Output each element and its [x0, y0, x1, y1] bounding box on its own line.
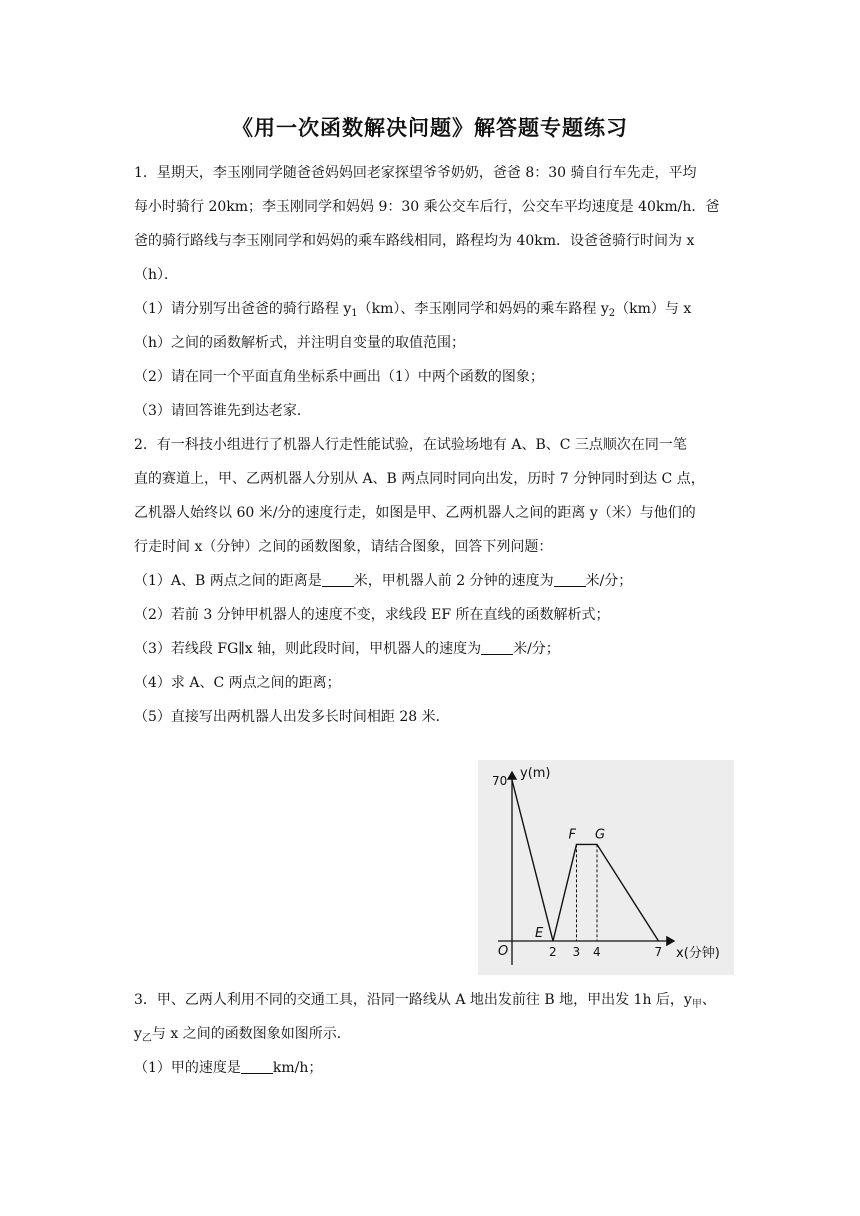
answer-blank[interactable] — [554, 572, 586, 587]
answer-blank[interactable] — [241, 1059, 273, 1074]
q2-sub2: （2）若前 3 分钟甲机器人的速度不变，求线段 EF 所在直线的函数解析式； — [134, 607, 610, 623]
q2-sub4: （4）求 A、C 两点之间的距离； — [134, 675, 341, 691]
q2-line3: 乙机器人始终以 60 米/分的速度行走，如图是甲、乙两机器人之间的距离 y（米）与他们的 — [134, 505, 696, 521]
answer-blank[interactable] — [322, 572, 354, 587]
q1-line4: （h）． — [134, 267, 179, 283]
q2-sub1-b: 米，甲机器人前 2 分钟的速度为 — [353, 573, 554, 589]
q3-sub1-b: km/h； — [272, 1060, 323, 1076]
q3-line2-a: y — [134, 1026, 142, 1042]
q3-sub1-a: （1）甲的速度是 — [134, 1060, 241, 1076]
x-tick-7: 7 — [654, 945, 663, 959]
q1-sub1-pre: （1）请分别写出爸爸的骑行路程 y — [134, 301, 352, 317]
q1-sub1-mid: （km）、李玉刚同学和妈妈的乘车路程 y — [357, 301, 609, 317]
answer-blank[interactable] — [481, 640, 513, 655]
q3-line1-a: 3．甲、乙两人利用不同的交通工具，沿同一路线从 A 地出发前往 B 地，甲出发 1h 后，y — [134, 992, 692, 1008]
q1-sub3: （3）请回答谁先到达老家． — [134, 403, 311, 419]
q1-sub1-line2: （h）之间的函数解析式，并注明自变量的取值范围； — [134, 335, 466, 351]
subscript-yi: 乙 — [141, 1033, 152, 1044]
q2-sub1-a: （1）A、B 两点之间的距离是 — [134, 573, 322, 589]
series-line — [512, 780, 659, 941]
q2-sub3 — [134, 639, 734, 659]
q1-sub1-post: （km）与 x — [615, 301, 692, 317]
q3-line2-b: 与 x 之间的函数图象如图所示． — [151, 1026, 351, 1042]
q1-sub1-line1 — [134, 299, 734, 324]
x-tick-3: 3 — [572, 945, 581, 959]
q3-line1-b: 、 — [701, 992, 716, 1008]
q2-sub1 — [134, 571, 734, 591]
y-axis-label: y(m) — [520, 766, 551, 781]
subscript-1: 1 — [351, 308, 358, 319]
q2-sub5: （5）直接写出两机器人出发多长时间相距 28 米． — [134, 709, 450, 725]
subscript-jia: 甲 — [691, 999, 702, 1010]
q2-line1: 2．有一科技小组进行了机器人行走性能试验，在试验场地有 A、B、C 三点顺次在同一笔 — [134, 437, 687, 453]
point-label-e: E — [535, 926, 544, 941]
subscript-2: 2 — [608, 308, 616, 319]
q2-sub1-c: 米/分； — [585, 573, 633, 589]
point-label-g: G — [595, 827, 606, 843]
q3-line2 — [134, 1024, 734, 1049]
q2-line4: 行走时间 x（分钟）之间的函数图象，请结合图象，回答下列问题： — [134, 539, 553, 555]
x-axis-label: x(分钟) — [676, 946, 720, 961]
origin-label: O — [498, 944, 509, 959]
x-tick-2: 2 — [549, 945, 557, 959]
y-tick-70: 70 — [492, 774, 508, 788]
page-title: 《用一次函数解决问题》解答题专题练习 — [232, 116, 628, 140]
q2-sub3-b: 米/分； — [513, 641, 560, 657]
q2-line2: 直的赛道上，甲、乙两机器人分别从 A、B 两点同时同向出发，历时 7 分钟同时到达 C 点， — [134, 471, 705, 487]
q1-line3: 爸的骑行路线与李玉刚同学和妈妈的乘车路线相同，路程均为 40km．设爸爸骑行时间为 x — [134, 233, 695, 249]
graph-svg — [478, 760, 734, 975]
x-tick-4: 4 — [593, 945, 601, 959]
q1-line1: 1．星期天，李玉刚同学随爸爸妈妈回老家探望爷爷奶奶，爸爸 8：30 骑自行车先走，平均 — [134, 165, 697, 181]
q2-sub3-a: （3）若线段 FG∥x 轴，则此段时间，甲机器人的速度为 — [134, 641, 482, 657]
q1-line2: 每小时骑行 20km；李玉刚同学和妈妈 9：30 乘公交车后行，公交车平均速度是 40km/h．爸 — [134, 199, 720, 215]
point-label-f: F — [568, 827, 576, 843]
function-graph — [478, 760, 734, 975]
q3-line1 — [134, 990, 734, 1015]
q3-sub1 — [134, 1058, 734, 1078]
q1-sub2: （2）请在同一个平面直角坐标系中画出（1）中两个函数的图象； — [134, 369, 544, 385]
